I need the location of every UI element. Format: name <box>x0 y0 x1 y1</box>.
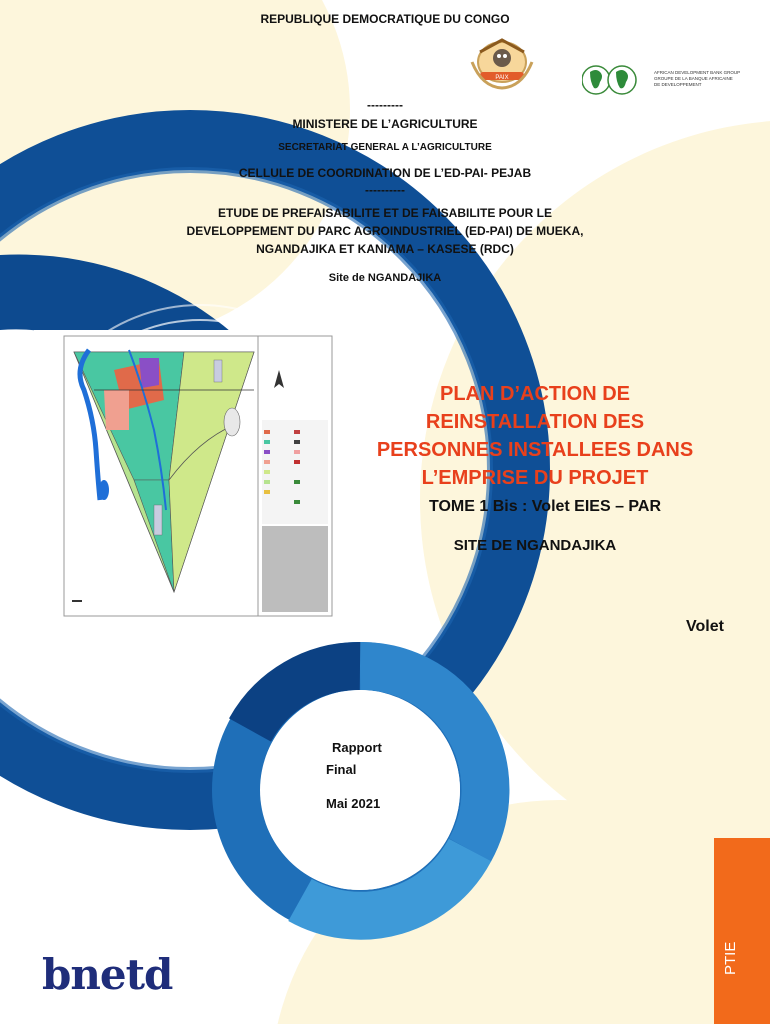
report-date: Mai 2021 <box>326 796 381 811</box>
study-title-line-1: ETUDE DE PREFAISABILITE ET DE FAISABILITE POUR LE <box>217 206 553 220</box>
coat-of-arms-logo <box>462 32 542 94</box>
separator-1: --------- <box>367 98 403 112</box>
ptie-side-band <box>714 838 770 1024</box>
study-title <box>0 204 770 258</box>
afdb-name-fr-2: DE DEVELOPPEMENT <box>654 82 702 87</box>
separator-2: ---------- <box>365 183 405 197</box>
site-map-image <box>34 330 343 620</box>
study-title-line-3: NGANDAJIKA ET KANIAMA – KASESE (RDC) <box>256 242 514 256</box>
study-title-line-2: DEVELOPPEMENT DU PARC AGROINDUSTRIEL (ED-PAI) DE MUEKA, <box>186 224 584 238</box>
report-type-line-1: Rapport <box>332 740 382 755</box>
afdb-logo <box>582 62 741 98</box>
tome-subtitle: TOME 1 Bis : Volet EIES – PAR <box>428 498 662 515</box>
ministry-heading: MINISTERE DE L’AGRICULTURE <box>292 117 478 131</box>
coat-of-arms-motto: PAIX <box>495 75 509 81</box>
volet-label: Volet <box>686 618 724 635</box>
cell-heading: CELLULE DE COORDINATION DE L’ED-PAI- PEJAB <box>238 166 532 180</box>
report-type-line-2: Final <box>326 762 357 777</box>
afdb-name-fr: GROUPE DE LA BANQUE AFRICAINE <box>654 76 733 81</box>
main-title-line-4: L’EMPRISE DU PROJET <box>421 467 649 489</box>
site-subheading: Site de NGANDAJIKA <box>328 272 442 284</box>
main-title-line-2: REINSTALLATION DES <box>425 411 645 433</box>
ptie-label: PTIE <box>722 941 739 975</box>
afdb-name-en: AFRICAN DEVELOPMENT BANK GROUP <box>654 70 741 75</box>
main-title-line-1: PLAN D’ACTION DE <box>440 383 630 405</box>
main-title-line-3: PERSONNES INSTALLEES DANS <box>376 439 694 461</box>
main-title <box>355 380 715 492</box>
bnetd-logo: bnetd <box>42 950 173 999</box>
site-title: SITE DE NGANDAJIKA <box>453 537 617 554</box>
secretariat-heading: SECRETARIAT GENERAL A L’AGRICULTURE <box>278 142 492 153</box>
country-heading: REPUBLIQUE DEMOCRATIQUE DU CONGO <box>260 12 510 26</box>
